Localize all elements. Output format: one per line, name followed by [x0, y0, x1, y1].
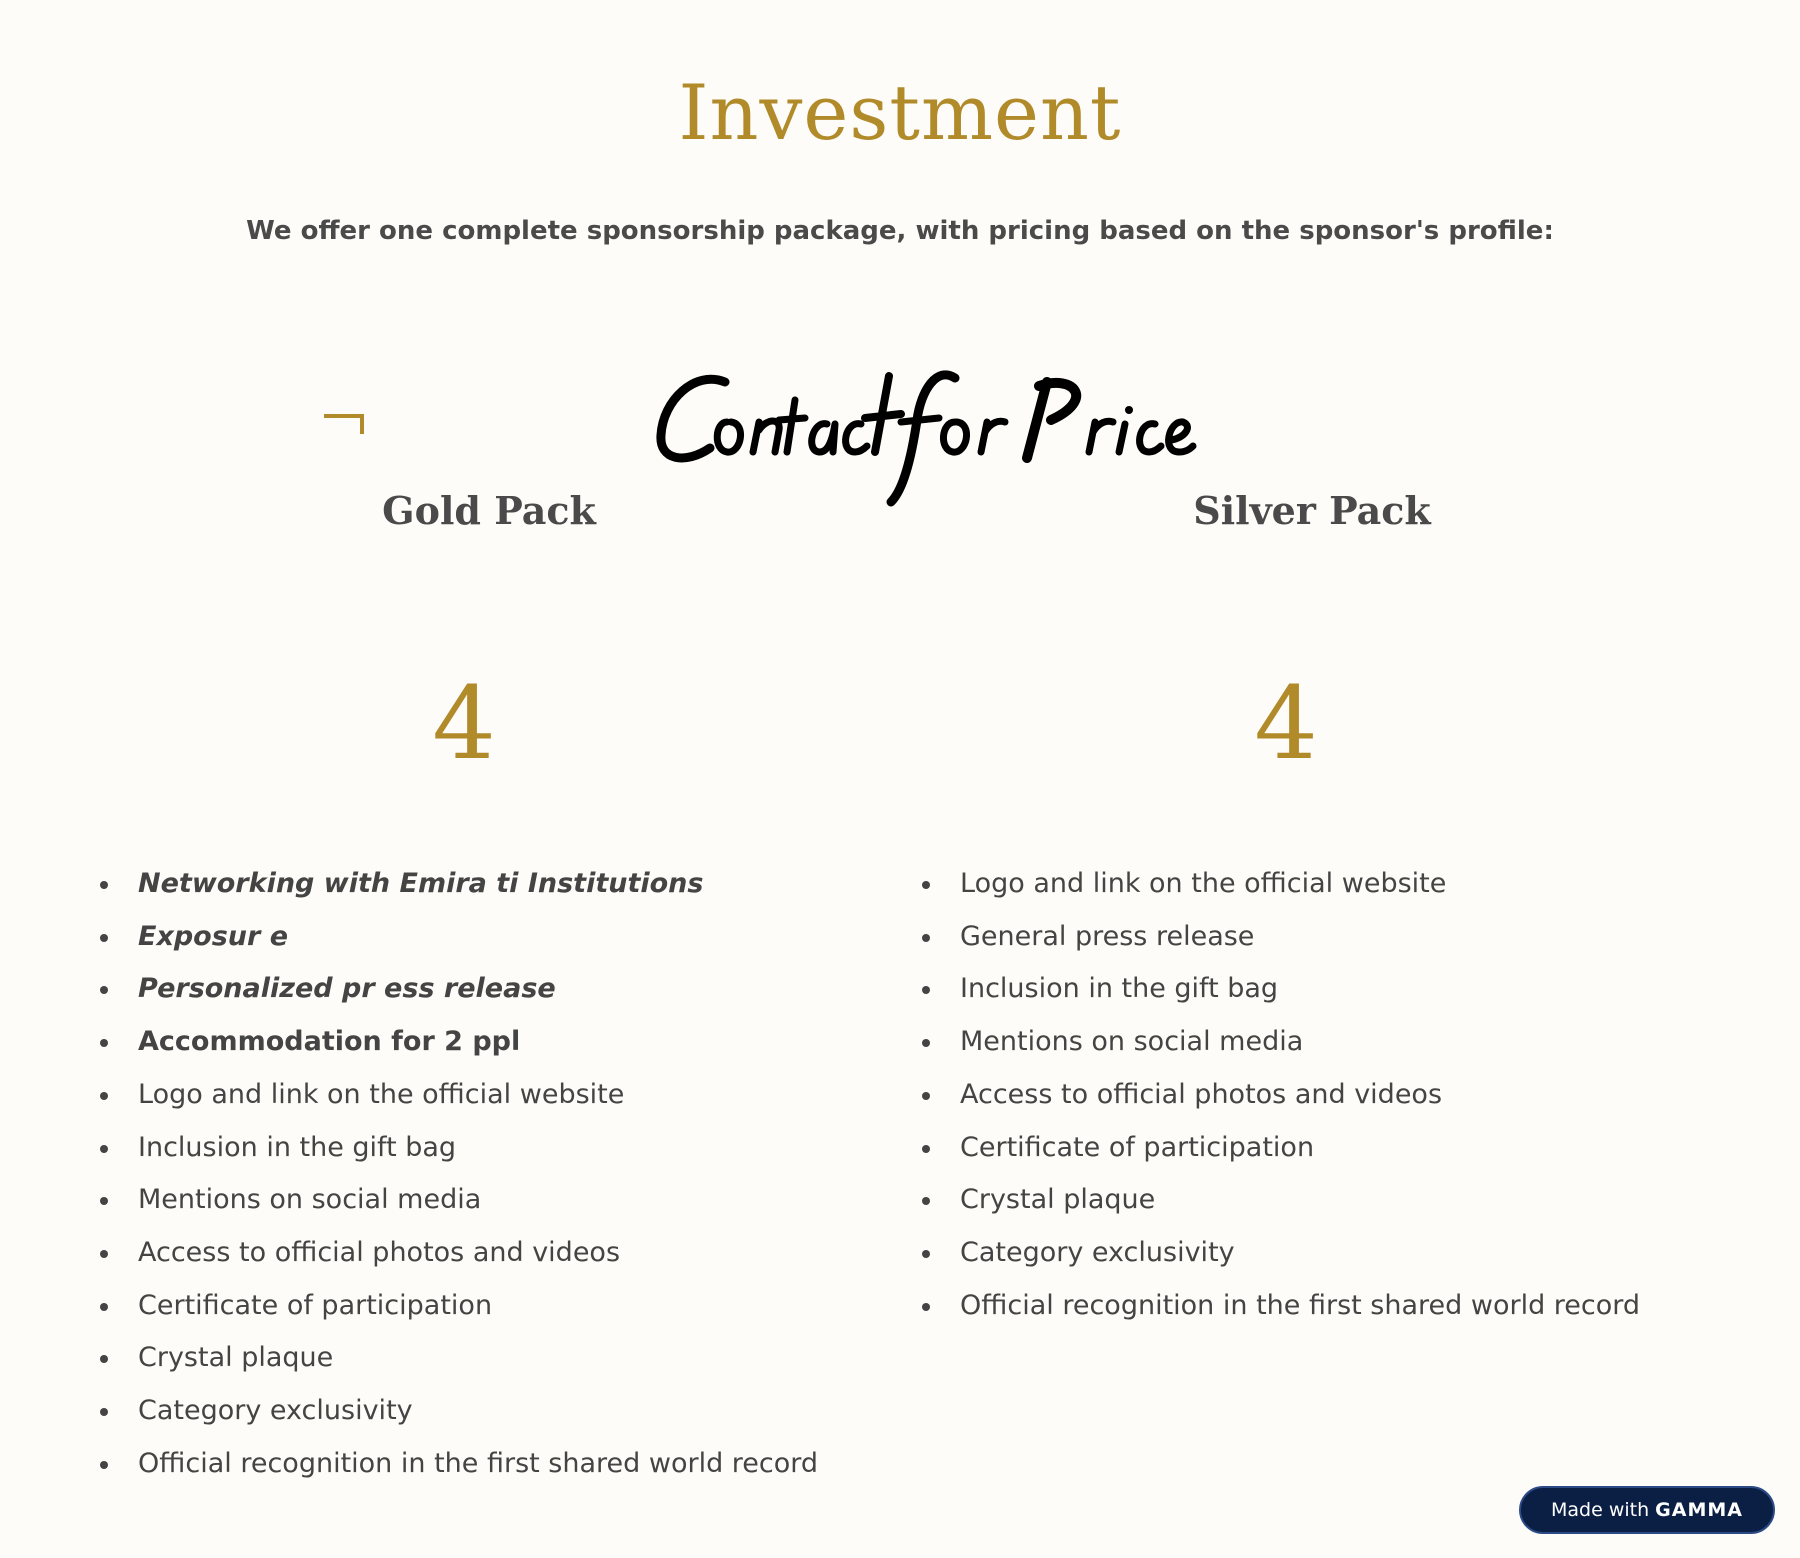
list-item: Access to official photos and videos [98, 1227, 858, 1280]
list-item: Inclusion in the gift bag [920, 963, 1680, 1016]
list-item: Category exclusivity [920, 1227, 1680, 1280]
gamma-logo: GAMMA [1655, 1499, 1743, 1521]
list-item: Certificate of participation [98, 1280, 858, 1333]
silver-pack-number: 4 [1254, 665, 1318, 782]
list-item: Official recognition in the first shared world record [920, 1280, 1680, 1333]
list-item: Mentions on social media [98, 1174, 858, 1227]
list-item: Accommodation for 2 ppl [98, 1016, 858, 1069]
list-item: Personalized pr ess release [98, 963, 858, 1016]
list-item: Networking with Emira ti Institutions [98, 858, 858, 911]
silver-pack-title: Silver Pack [1193, 488, 1431, 533]
list-item: Crystal plaque [920, 1174, 1680, 1227]
silver-feature-list [920, 858, 1680, 1332]
list-item: Logo and link on the official website [920, 858, 1680, 911]
badge-prefix: Made with [1551, 1499, 1650, 1521]
list-item: Inclusion in the gift bag [98, 1122, 858, 1175]
list-item: Logo and link on the official website [98, 1069, 858, 1122]
list-item: Official recognition in the first shared world record [98, 1438, 858, 1491]
page-title: Investment [678, 68, 1122, 157]
gold-pack-title: Gold Pack [382, 488, 596, 533]
gold-pack-number: 4 [432, 665, 496, 782]
corner-accent [324, 414, 364, 434]
list-item: General press release [920, 911, 1680, 964]
list-item: Category exclusivity [98, 1385, 858, 1438]
list-item: Certificate of participation [920, 1122, 1680, 1175]
list-item: Crystal plaque [98, 1332, 858, 1385]
page-subtitle: We offer one complete sponsorship package, with pricing based on the sponsor's profile: [246, 216, 1554, 246]
list-item: Exposur e [98, 911, 858, 964]
gold-feature-list [98, 858, 858, 1490]
list-item: Access to official photos and videos [920, 1069, 1680, 1122]
made-with-gamma-badge[interactable] [1519, 1486, 1775, 1534]
list-item: Mentions on social media [920, 1016, 1680, 1069]
